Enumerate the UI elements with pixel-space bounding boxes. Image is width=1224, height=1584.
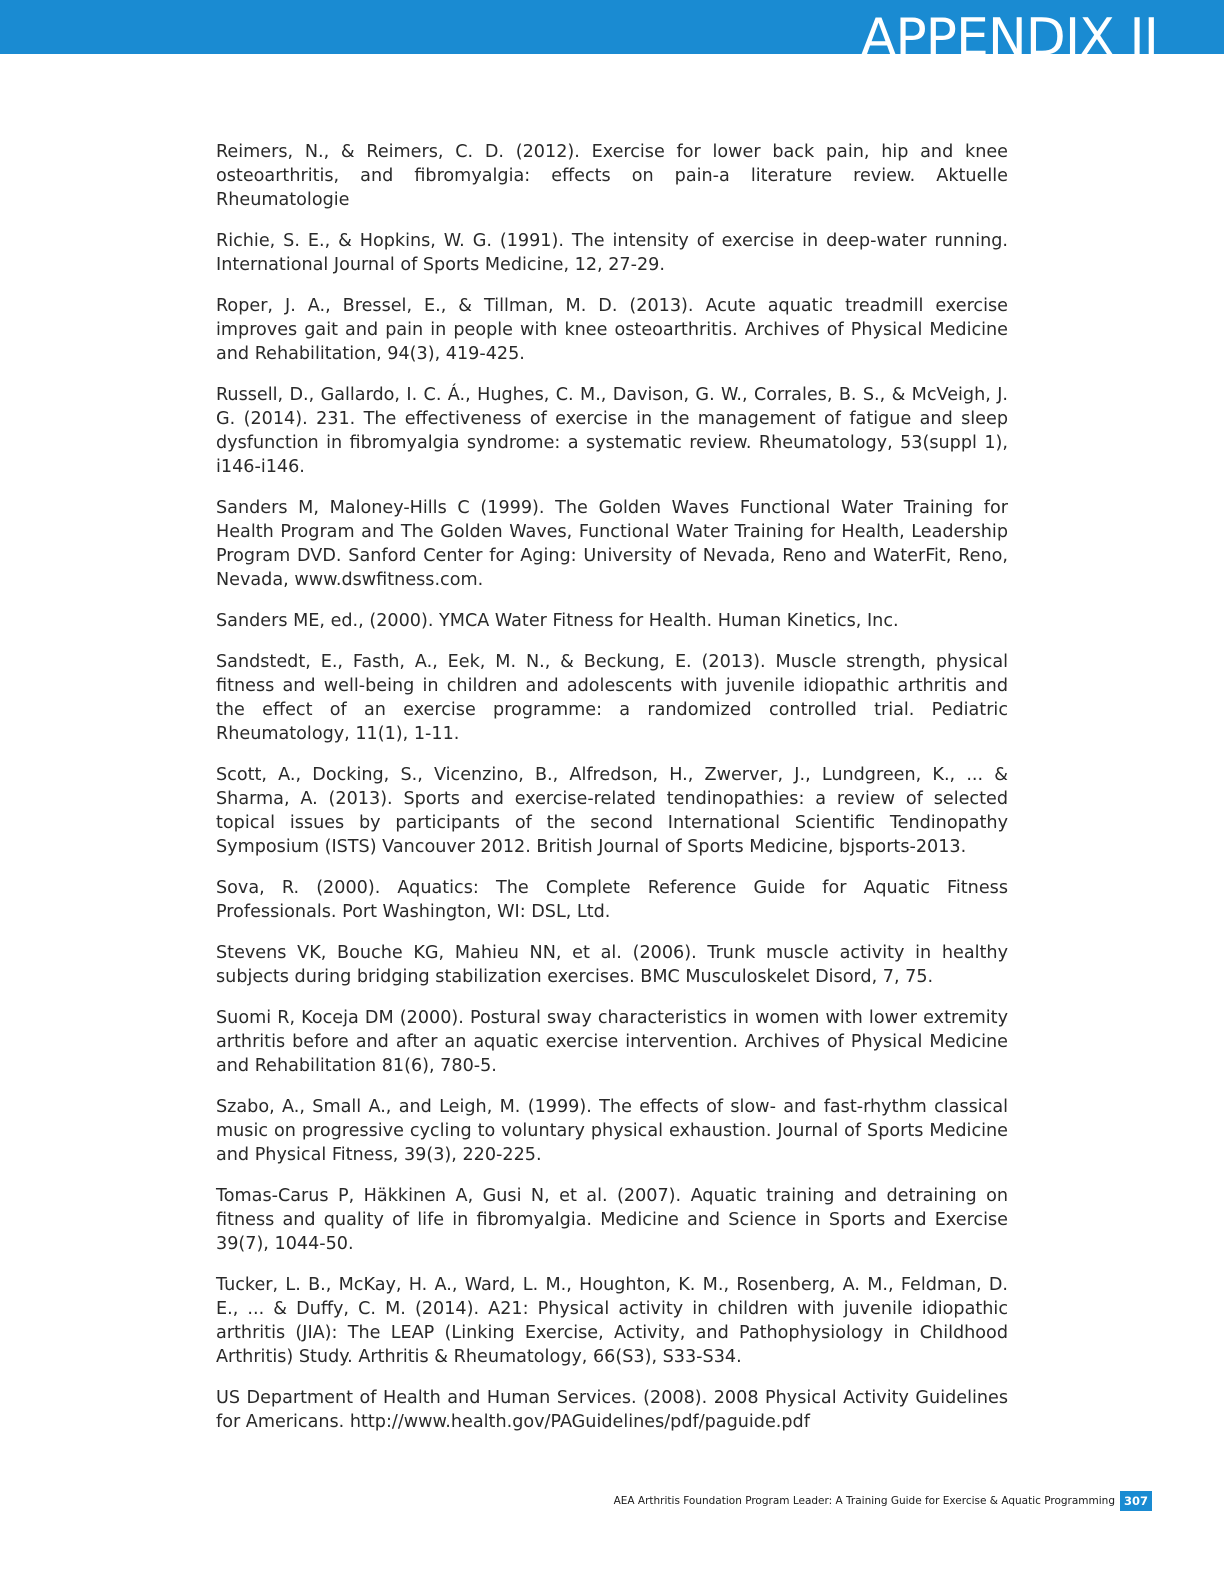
reference-item: Richie, S. E., & Hopkins, W. G. (1991). The intensity of exercise in deep-water running. International Journal of Sports Medicine, 12, 27-29. (216, 231, 1008, 275)
reference-item: Stevens VK, Bouche KG, Mahieu NN, et al. (2006). Trunk muscle activity in healthy subjects during bridging stabilization exercises. BMC Musculoskelet Disord, 7, 75. (216, 943, 1008, 987)
reference-item: Reimers, N., & Reimers, C. D. (2012). Exercise for lower back pain, hip and knee osteoarthritis, and fibromyalgia: effects on pain-a literature review. Aktuelle Rheumatologie (216, 142, 1008, 210)
page-number-badge: 307 (1120, 1491, 1152, 1511)
reference-item: Scott, A., Docking, S., Vicenzino, B., Alfredson, H., Zwerver, J., Lundgreen, K., ... & Sharma, A. (2013). Sports and exercise-related tendinopathies: a review of selected topical issues by participants of the second International Scientific Tendinopathy Symposium (ISTS) Vancouver 2012. British Journal of Sports Medicine, bjsports-2013. (216, 765, 1008, 857)
reference-item: Sova, R. (2000). Aquatics: The Complete Reference Guide for Aquatic Fitness Professionals. Port Washington, WI: DSL, Ltd. (216, 878, 1008, 922)
footer-book-title: AEA Arthritis Foundation Program Leader: A Training Guide for Exercise & Aquatic Programming (613, 1495, 1115, 1507)
reference-item: Suomi R, Koceja DM (2000). Postural sway characteristics in women with lower extremity arthritis before and after an aquatic exercise intervention. Archives of Physical Medicine and Rehabilitation 81(6), 780-5. (216, 1008, 1008, 1076)
reference-item: Sandstedt, E., Fasth, A., Eek, M. N., & Beckung, E. (2013). Muscle strength, physical fitness and well-being in children and adolescents with juvenile idiopathic arthritis and the effect of an exercise programme: a randomized controlled trial. Pediatric Rheumatology, 11(1), 1-11. (216, 652, 1008, 744)
reference-list (216, 140, 1008, 1451)
reference-item: US Department of Health and Human Services. (2008). 2008 Physical Activity Guidelines for Americans. http://www.health.gov/PAGuidelines/pdf/paguide.pdf (216, 1388, 1008, 1432)
reference-item: Tucker, L. B., McKay, H. A., Ward, L. M., Houghton, K. M., Rosenberg, A. M., Feldman, D. E., ... & Duffy, C. M. (2014). A21: Physical activity in children with juvenile idiopathic arthritis (JIA): The LEAP (Linking Exercise, Activity, and Pathophysiology in Childhood Arthritis) Study. Arthritis & Rheumatology, 66(S3), S33-S34. (216, 1275, 1008, 1367)
header-band (0, 0, 1224, 54)
reference-item: Sanders M, Maloney-Hills C (1999). The Golden Waves Functional Water Training for Health Program and The Golden Waves, Functional Water Training for Health, Leadership Program DVD. Sanford Center for Aging: University of Nevada, Reno and WaterFit, Reno, Nevada, www.dswfitness.com. (216, 498, 1008, 590)
reference-item: Tomas-Carus P, Häkkinen A, Gusi N, et al. (2007). Aquatic training and detraining on fitness and quality of life in fibromyalgia. Medicine and Science in Sports and Exercise 39(7), 1044-50. (216, 1186, 1008, 1254)
reference-item: Szabo, A., Small A., and Leigh, M. (1999). The effects of slow- and fast-rhythm classical music on progressive cycling to voluntary physical exhaustion. Journal of Sports Medicine and Physical Fitness, 39(3), 220-225. (216, 1097, 1008, 1165)
page-title: APPENDIX II (860, 8, 1158, 54)
reference-item: Roper, J. A., Bressel, E., & Tillman, M. D. (2013). Acute aquatic treadmill exercise improves gait and pain in people with knee osteoarthritis. Archives of Physical Medicine and Rehabilitation, 94(3), 419-425. (216, 296, 1008, 364)
reference-item: Russell, D., Gallardo, I. C. Á., Hughes, C. M., Davison, G. W., Corrales, B. S., & McVeigh, J. G. (2014). 231. The effectiveness of exercise in the management of fatigue and sleep dysfunction in fibromyalgia syndrome: a systematic review. Rheumatology, 53(suppl 1), i146-i146. (216, 385, 1008, 477)
reference-item: Sanders ME, ed., (2000). YMCA Water Fitness for Health. Human Kinetics, Inc. (216, 611, 899, 631)
page-footer (614, 1490, 1152, 1512)
